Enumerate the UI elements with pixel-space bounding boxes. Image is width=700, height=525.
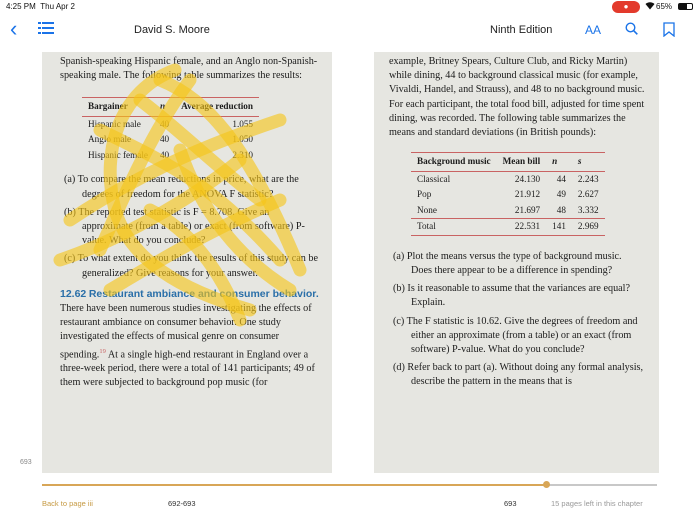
table-cell: 24.130 [514, 173, 541, 184]
table-cell: Pop [417, 189, 432, 200]
recording-indicator: ● [612, 1, 640, 13]
table-header: Background music [411, 153, 497, 172]
footnote-marker[interactable]: 19 [99, 347, 106, 355]
table-row [411, 187, 605, 203]
exercise-number: 12.62 [60, 287, 87, 300]
table-cell: 2.243 [577, 173, 599, 184]
table-row [82, 132, 259, 148]
table-cell: 49 [556, 189, 566, 200]
table-total-row [411, 219, 605, 236]
table-cell: Classical [417, 173, 451, 184]
text-size-button[interactable]: AA [585, 23, 602, 37]
question-b: (b) Is it reasonable to assume that the variances are equal? Explain. [393, 283, 631, 309]
right-intro-text: example, Britney Spears, Culture Club, and Ricky Martin) while dining, 44 to background classical music (for example, Vivaldi, Handel, and Strauss), and 48 to no background music. For each participant, the total food bill, adjusted for time spent dining, was recorded. The following table summarizes the means and standard deviations (in British pounds): [389, 56, 645, 139]
exercise-text: There have been numerous studies investigating the effects of restaurant ambiance on consumer behavior. One study investigated the effects of musical genre on consumer spending. [60, 303, 312, 361]
status-time: 4:25 PM Thu Apr 2 [6, 2, 75, 11]
table-header: n [154, 98, 175, 117]
table-row [82, 148, 259, 164]
bargainer-table [82, 97, 259, 163]
table-cell: 1.050 [232, 134, 254, 145]
table-cell: 141 [546, 219, 572, 236]
question-a: (a) To compare the mean reductions in price, what are the degrees of freedom for the ANOVA F statistic? [64, 174, 299, 200]
table-cell: 48 [556, 204, 566, 215]
reading-progress-bar[interactable] [42, 484, 657, 486]
table-header: n [546, 153, 572, 172]
question-c: (c) To what extent do you think the results of this study can be generalized? Give reasons for your answer. [64, 253, 319, 279]
table-cell: Anglo male [88, 134, 132, 145]
table-cell: 21.912 [514, 189, 541, 200]
current-page-number: 693 [504, 499, 517, 508]
book-author-title: David S. Moore [134, 24, 210, 36]
table-header-row [411, 153, 605, 172]
table-cell: None [417, 204, 437, 215]
exercise-text: At a single high-end restaurant in England over a three-week period, there were a total of 141 participants; 49 of them were subjected to background pop music (for [60, 349, 315, 389]
table-cell: 2.627 [577, 189, 599, 200]
page-range: 692-693 [168, 499, 196, 508]
table-cell: 40 [159, 118, 170, 129]
wifi-icon [645, 1, 655, 12]
left-page [42, 52, 332, 473]
battery-icon [678, 3, 693, 10]
right-page [374, 52, 659, 473]
reader-toolbar [0, 14, 700, 46]
table-row [411, 203, 605, 219]
question-a: (a) Plot the means versus the type of background music. Does there appear to be a difference in spending? [393, 250, 622, 276]
left-intro-text: Spanish-speaking Hispanic female, and an Anglo non-Spanish-speaking male. The following table summarizes the results: [60, 56, 318, 82]
status-bar [0, 0, 700, 14]
table-cell: Hispanic male [88, 118, 141, 129]
table-header: s [572, 153, 605, 172]
question-c: (c) The F statistic is 10.62. Give the degrees of freedom and either an approximate (from a table) or an exact (from software) P-value. What do you conclude? [393, 315, 638, 355]
exercise-12-62 [60, 287, 322, 391]
table-header-row [82, 98, 259, 117]
table-cell: 2.310 [232, 149, 254, 160]
table-row [411, 171, 605, 187]
question-d: (d) Refer back to part (a). Without doing any formal analysis, describe the pattern in the means that is [393, 362, 644, 388]
back-chevron-icon[interactable]: ‹ [10, 16, 18, 41]
table-cell: 3.332 [577, 204, 599, 215]
background-music-table [411, 152, 605, 236]
table-header: Bargainer [82, 98, 154, 117]
table-header: Mean bill [497, 153, 547, 172]
back-to-page-link[interactable]: Back to page iii [42, 499, 93, 508]
book-edition: Ninth Edition [490, 24, 553, 36]
battery-percent: 65% [656, 2, 673, 11]
progress-fill [42, 484, 546, 486]
table-cell: 44 [556, 173, 566, 184]
search-icon[interactable] [625, 22, 638, 35]
exercise-title: Restaurant ambiance and consumer behavior. [88, 287, 319, 300]
table-cell: 1.055 [232, 118, 254, 129]
table-header: Average reduction [175, 98, 259, 117]
table-of-contents-icon[interactable] [38, 22, 54, 36]
table-cell: 22.531 [497, 219, 547, 236]
table-cell: 40 [159, 149, 170, 160]
question-b: (b) The reported test statistic is F = 8.708. Give an approximate (from a table) or exact (from software) P-value. What do you conclude? [64, 206, 305, 247]
progress-scrubber[interactable] [543, 481, 550, 488]
table-cell: Total [411, 219, 497, 236]
table-cell: 21.697 [514, 204, 541, 215]
table-cell: 40 [159, 134, 170, 145]
pages-left-in-chapter: 15 pages left in this chapter [551, 499, 643, 508]
table-cell: 2.969 [572, 219, 605, 236]
table-cell: Hispanic female [88, 149, 148, 160]
table-row [82, 116, 259, 132]
margin-page-number: 693 [20, 459, 32, 466]
bookmark-icon[interactable] [663, 22, 675, 37]
